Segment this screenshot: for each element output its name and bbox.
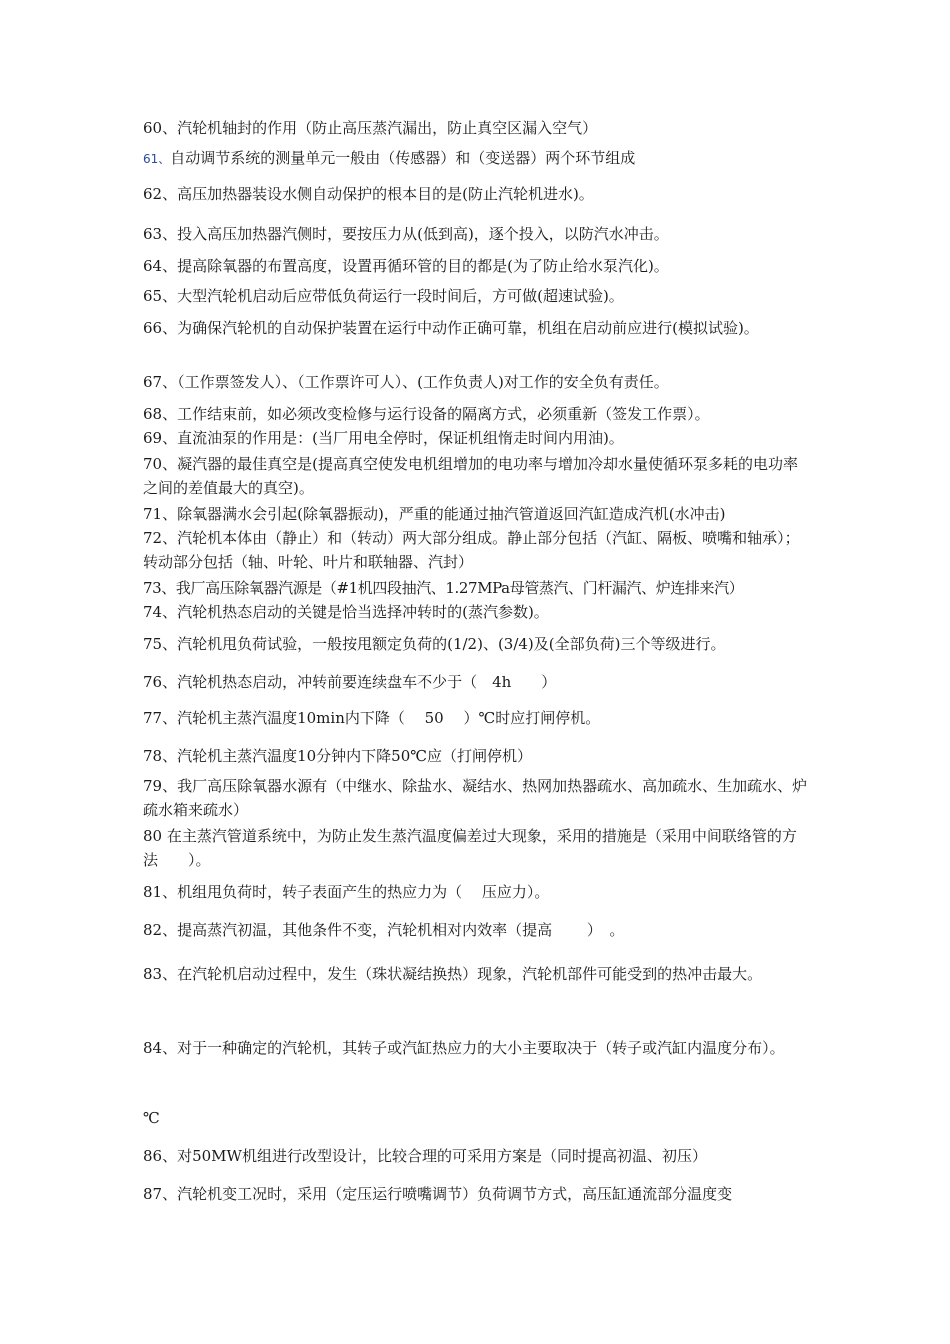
question-71 xyxy=(143,502,811,526)
question-text: 大型汽轮机启动后应带低负荷运行一段时间后，方可做(超速试验)。 xyxy=(177,287,624,305)
question-number: 66、 xyxy=(143,319,178,337)
question-61 xyxy=(143,146,811,171)
question-73 xyxy=(143,576,811,600)
question-text: 为确保汽轮机的自动保护装置在运行中动作正确可靠，机组在启动前应进行(模拟试验)。 xyxy=(177,319,759,337)
question-number: 84、 xyxy=(143,1039,178,1057)
question-number: 64、 xyxy=(143,257,178,275)
question-number: 67、 xyxy=(143,373,178,391)
question-text: 高压加热器装设水侧自动保护的根本目的是(防止汽轮机进水)。 xyxy=(177,185,594,203)
question-text: 对于一种确定的汽轮机，其转子或汽缸热应力的大小主要取决于（转子或汽缸内温度分布）。 xyxy=(177,1039,785,1057)
question-72 xyxy=(143,526,811,574)
question-66 xyxy=(143,316,811,340)
question-text: 我厂高压除氧器汽源是（#1机四段抽汽、1.27MPa母管蒸汽、门杆漏汽、炉连排来汽） xyxy=(175,579,744,597)
question-60 xyxy=(143,116,811,140)
question-82 xyxy=(143,918,811,942)
question-number: 61、 xyxy=(143,152,171,166)
question-text: 在汽轮机启动过程中，发生（珠状凝结换热）现象，汽轮机部件可能受到的热冲击最大。 xyxy=(177,965,763,983)
question-77 xyxy=(143,706,811,730)
question-75 xyxy=(143,632,811,656)
question-number: 83、 xyxy=(143,965,178,983)
question-number: 68、 xyxy=(143,405,178,423)
question-number: 72、 xyxy=(143,529,178,547)
question-text: 对50MW机组进行改型设计，比较合理的可采用方案是（同时提高初温、初压） xyxy=(177,1147,707,1165)
question-text: 汽轮机主蒸汽温度10分钟内下降50℃应（打闸停机） xyxy=(177,747,533,765)
question-text: ℃ xyxy=(143,1109,160,1127)
question-text: 汽轮机热态启动，冲转前要连续盘车不少于（ 4h ） xyxy=(177,673,557,691)
question-text: 汽轮机本体由（静止）和（转动）两大部分组成。静止部分包括（汽缸、隔板、喷嘴和轴承）；转动部分包括（轴、叶轮、叶片和联轴器、汽封） xyxy=(143,529,800,571)
question-74 xyxy=(143,600,811,624)
question-number: 63、 xyxy=(143,225,178,243)
question-number: 74、 xyxy=(143,603,178,621)
question-65 xyxy=(143,284,811,308)
question-number: 73、 xyxy=(143,579,176,597)
question-text: （工作票签发人）、（工作票许可人）、(工作负责人)对工作的安全负有责任。 xyxy=(177,373,669,391)
question-number: 75、 xyxy=(143,635,178,653)
question-number: 87、 xyxy=(143,1185,178,1203)
question-number: 71、 xyxy=(143,505,178,523)
question-text: 汽轮机热态启动的关键是恰当选择冲转时的(蒸汽参数)。 xyxy=(177,603,549,621)
question-67 xyxy=(143,370,811,394)
question-number: 78、 xyxy=(143,747,178,765)
question-number: 81、 xyxy=(143,883,178,901)
question-text: 提高除氧器的布置高度，设置再循环管的目的都是(为了防止给水泵汽化)。 xyxy=(177,257,669,275)
question-number: 77、 xyxy=(143,709,178,727)
question-text: 投入高压加热器汽侧时，要按压力从(低到高)，逐个投入，以防汽水冲击。 xyxy=(177,225,669,243)
question-text: 除氧器满水会引起(除氧器振动)，严重的能通过抽汽管道返回汽缸造成汽机(水冲击) xyxy=(177,505,726,523)
question-87 xyxy=(143,1182,811,1206)
question-text: 凝汽器的最佳真空是(提高真空使发电机组增加的电功率与增加冷却水量使循环泵多耗的电功率之间的差值最大的真空)。 xyxy=(143,455,798,497)
question-text: 汽轮机主蒸汽温度10min内下降（ 50 ）℃时应打闸停机。 xyxy=(177,709,601,727)
question-81 xyxy=(143,880,811,904)
question-number: 60、 xyxy=(143,119,178,137)
question-79 xyxy=(143,774,811,822)
question-86 xyxy=(143,1144,811,1168)
question-76 xyxy=(143,670,811,694)
question-84 xyxy=(143,1030,811,1066)
question-69 xyxy=(143,426,811,450)
question-number: 80 xyxy=(143,827,163,845)
question-text: 汽轮机轴封的作用（防止高压蒸汽漏出，防止真空区漏入空气） xyxy=(177,119,598,137)
question-68 xyxy=(143,402,811,426)
question-text: 工作结束前，如必须改变检修与运行设备的隔离方式，必须重新（签发工作票）。 xyxy=(177,405,710,423)
question-70 xyxy=(143,452,811,500)
question-text: 机组甩负荷时，转子表面产生的热应力为（ 压应力）。 xyxy=(177,883,550,901)
question-85-fragment xyxy=(143,1106,811,1130)
question-text: 我厂高压除氧器水源有（中继水、除盐水、凝结水、热网加热器疏水、高加疏水、生加疏水、炉疏水箱来疏水） xyxy=(143,777,808,819)
question-number: 86、 xyxy=(143,1147,178,1165)
question-78 xyxy=(143,744,811,768)
question-number: 70、 xyxy=(143,455,178,473)
question-number: 69、 xyxy=(143,429,178,447)
question-text: 汽轮机甩负荷试验，一般按甩额定负荷的(1/2)、(3/4)及(全部负荷)三个等级进行。 xyxy=(177,635,726,653)
question-text: 直流油泵的作用是：(当厂用电全停时，保证机组惰走时间内用油)。 xyxy=(177,429,624,447)
question-63 xyxy=(143,222,811,246)
question-64 xyxy=(143,254,811,278)
question-80 xyxy=(143,824,811,872)
question-text: 自动调节系统的测量单元一般由（传感器）和（变送器）两个环节组成 xyxy=(170,149,636,167)
question-number: 65、 xyxy=(143,287,178,305)
question-83 xyxy=(143,956,811,992)
question-number: 62、 xyxy=(143,185,178,203)
question-62 xyxy=(143,182,811,206)
question-number: 76、 xyxy=(143,673,178,691)
question-text: 汽轮机变工况时，采用（定压运行喷嘴调节）负荷调节方式，高压缸通流部分温度变 xyxy=(177,1185,733,1203)
question-number: 79、 xyxy=(143,777,178,795)
question-text: 在主蒸汽管道系统中，为防止发生蒸汽温度偏差过大现象，采用的措施是（采用中间联络管的方法 ）。 xyxy=(143,827,797,869)
question-number: 82、 xyxy=(143,921,178,939)
question-text: 提高蒸汽初温，其他条件不变，汽轮机相对内效率（提高 ） 。 xyxy=(177,921,625,939)
